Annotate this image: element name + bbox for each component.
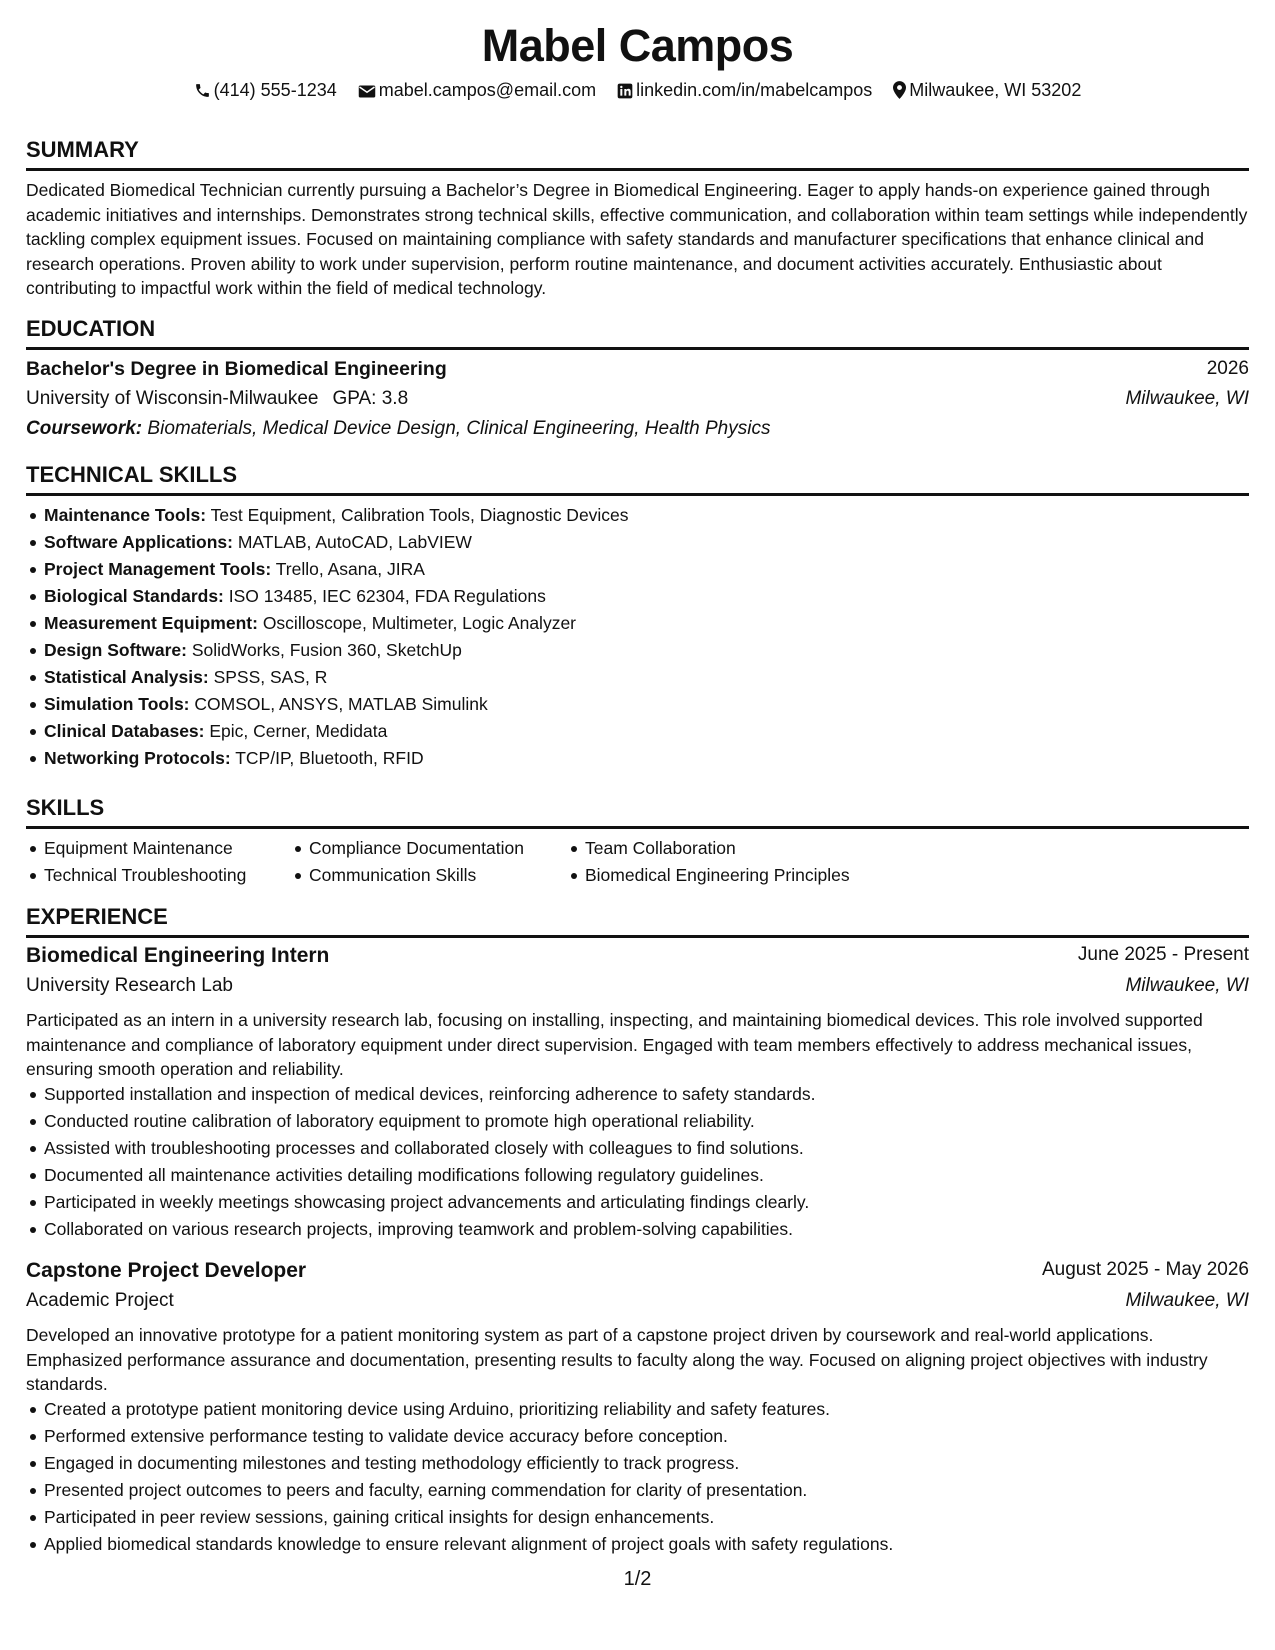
section-divider [26,826,1249,829]
technical-skill-item [26,664,1249,691]
school-location: Milwaukee, WI [1125,388,1249,409]
section-title: TECHNICAL SKILLS [26,462,238,487]
skill-item: Team Collaboration [567,835,850,862]
coursework-list: Biomaterials, Medical Device Design, Clinical Engineering, Health Physics [147,418,771,439]
coursework-line [26,418,770,440]
section-title: SUMMARY [26,137,139,162]
job-description: Developed an innovative prototype for a patient monitoring system as part of a capstone project driven by coursework and real-world applications. Emphasized performance assurance and documentation, presenting results to faculty along the way. Focused on aligning project objectives with industry standards. [26,1325,1208,1394]
technical-skill-item [26,502,1249,529]
technical-skill-value: SPSS, SAS, R [213,667,328,687]
job-org: Academic Project [26,1290,174,1311]
technical-skill-item [26,583,1249,610]
job-bullet: Documented all maintenance activities detailing modifications following regulatory guidelines. [26,1162,1249,1189]
section-divider [26,347,1249,350]
map-pin-icon [893,81,906,99]
technical-skill-value: SolidWorks, Fusion 360, SketchUp [191,640,462,660]
contact-phone[interactable] [194,80,337,101]
skills-grid [26,835,1249,891]
technical-skill-item [26,745,1249,772]
technical-skill-value: Oscilloscope, Multimeter, Logic Analyzer [262,613,577,633]
summary-text: Dedicated Biomedical Technician currently pursuing a Bachelor’s Degree in Biomedical Engineering. Eager to apply hands-on experience gained through academic initiatives and internships. Demonstrates strong technical skills, effective communication, and collaboration within team settings while independently tackling complex equipment issues. Focused on maintaining compliance with safety standards and manufacturer specifications that enhance clinical and research operations. Proven ability to work under supervision, perform routine maintenance, and document activities accurately. Enthusiastic about contributing to impactful work within the field of medical technology. [26,180,1248,298]
technical-skill-item [26,610,1249,637]
graduation-year: 2026 [1206,358,1249,379]
job-role: Capstone Project Developer [26,1259,307,1282]
technical-skill-item [26,637,1249,664]
technical-skill-label: Biological Standards: [44,586,224,606]
school-line [26,388,408,410]
section-title: EDUCATION [26,316,156,341]
job-bullet: Presented project outcomes to peers and faculty, earning commendation for clarity of presentation. [26,1477,1249,1504]
technical-skill-value: Test Equipment, Calibration Tools, Diagnostic Devices [210,505,629,525]
contact-email[interactable] [358,80,596,101]
section-divider [26,935,1249,938]
section-title: SKILLS [26,795,105,820]
email-text: mabel.campos@email.com [378,80,597,100]
job-role: Biomedical Engineering Intern [26,944,330,967]
contact-linkedin[interactable] [617,80,872,101]
technical-skill-label: Networking Protocols: [44,748,231,768]
coursework-label: Coursework: [26,418,143,439]
job-description: Participated as an intern in a university research lab, focusing on installing, inspecting, and maintaining biomedical devices. This role involved supported maintenance and compliance of laboratory equipment under direct supervision. Engaged with team members effectively to address mechanical issues, ensuring smooth operation and reliability. [26,1010,1203,1079]
job-bullet: Engaged in documenting milestones and testing methodology efficiently to track progress. [26,1450,1249,1477]
section-divider [26,168,1249,171]
envelope-icon [358,84,376,99]
section-divider [26,493,1249,496]
job-bullet: Participated in weekly meetings showcasing project advancements and articulating findings clearly. [26,1189,1249,1216]
degree-name: Bachelor's Degree in Biomedical Engineering [26,358,447,380]
technical-skill-label: Software Applications: [44,532,233,552]
contact-location [893,80,1081,101]
job-dates: August 2025 - May 2026 [1041,1259,1249,1280]
job-bullet: Participated in peer review sessions, gaining critical insights for design enhancements. [26,1504,1249,1531]
technical-skill-value: TCP/IP, Bluetooth, RFID [235,748,424,768]
phone-text: (414) 555-1234 [213,80,337,100]
skills-column [26,835,246,889]
job-org: University Research Lab [26,975,233,996]
linkedin-icon [617,83,633,99]
technical-skill-label: Simulation Tools: [44,694,190,714]
school-name: University of Wisconsin-Milwaukee [26,388,319,409]
technical-skill-label: Project Management Tools: [44,559,272,579]
job-location: Milwaukee, WI [1125,1290,1249,1311]
skill-item: Technical Troubleshooting [26,862,246,889]
technical-skills-section [26,462,1249,772]
job-bullet: Collaborated on various research projects, improving teamwork and problem-solving capabilities. [26,1216,1249,1243]
job-location: Milwaukee, WI [1125,975,1249,996]
technical-skill-item [26,718,1249,745]
technical-skill-label: Maintenance Tools: [44,505,207,525]
education-section [26,316,1249,439]
job-bullet: Assisted with troubleshooting processes and collaborated closely with colleagues to find solutions. [26,1135,1249,1162]
job-dates: June 2025 - Present [1077,944,1249,965]
technical-skills-list [26,502,1249,772]
skills-column [291,835,524,889]
experience-section [26,904,1249,938]
skill-item: Equipment Maintenance [26,835,246,862]
skills-column [567,835,850,889]
technical-skill-label: Statistical Analysis: [44,667,209,687]
job-bullet: Created a prototype patient monitoring device using Arduino, prioritizing reliability and safety features. [26,1396,1249,1423]
phone-icon [194,82,211,99]
technical-skill-value: MATLAB, AutoCAD, LabVIEW [237,532,472,552]
technical-skill-label: Design Software: [44,640,187,660]
contact-bar [26,80,1249,101]
skills-section [26,795,1249,891]
job-bullets [26,1396,1249,1558]
technical-skill-item [26,556,1249,583]
skill-item: Biomedical Engineering Principles [567,862,850,889]
job-bullets [26,1081,1249,1243]
candidate-name: Mabel Campos [481,20,794,71]
page-number: 1/2 [623,1568,652,1590]
skill-item: Communication Skills [291,862,524,889]
linkedin-text: linkedin.com/in/mabelcampos [636,80,873,100]
technical-skill-value: Epic, Cerner, Medidata [209,721,388,741]
gpa: GPA: 3.8 [332,388,409,409]
skill-item: Compliance Documentation [291,835,524,862]
technical-skill-item [26,529,1249,556]
location-text: Milwaukee, WI 53202 [909,80,1082,100]
job-bullet: Supported installation and inspection of medical devices, reinforcing adherence to safety standards. [26,1081,1249,1108]
technical-skill-label: Measurement Equipment: [44,613,258,633]
technical-skill-value: ISO 13485, IEC 62304, FDA Regulations [228,586,546,606]
job-bullet: Conducted routine calibration of laboratory equipment to promote high operational reliability. [26,1108,1249,1135]
summary-section [26,137,1249,301]
technical-skill-value: Trello, Asana, JIRA [275,559,425,579]
job-bullet: Performed extensive performance testing to validate device accuracy before conception. [26,1423,1249,1450]
technical-skill-item [26,691,1249,718]
technical-skill-value: COMSOL, ANSYS, MATLAB Simulink [194,694,488,714]
technical-skill-label: Clinical Databases: [44,721,205,741]
section-title: EXPERIENCE [26,904,168,929]
job-bullet: Applied biomedical standards knowledge to ensure relevant alignment of project goals with safety regulations. [26,1531,1249,1558]
